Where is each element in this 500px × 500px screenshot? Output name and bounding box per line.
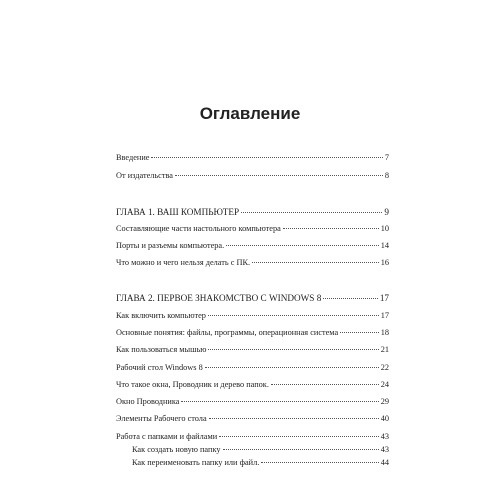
toc-entry-page: 40 bbox=[380, 414, 389, 423]
toc-entry-windows-explorer bbox=[116, 379, 389, 391]
dot-leader bbox=[151, 157, 382, 158]
toc-entry-label: Введение bbox=[116, 153, 150, 162]
dot-leader bbox=[175, 175, 383, 176]
toc-entry-mouse bbox=[116, 344, 389, 356]
dot-leader bbox=[252, 262, 379, 263]
toc-entry-desktop-elements bbox=[116, 413, 389, 425]
toc-entry-label: Рабочий стол Windows 8 bbox=[116, 363, 203, 372]
dot-leader bbox=[181, 401, 378, 402]
toc-entry-page: 14 bbox=[380, 241, 389, 250]
toc-entry-page: 21 bbox=[380, 345, 389, 354]
toc-chapter-2 bbox=[116, 292, 389, 304]
toc-entry-label: Элементы Рабочего стола bbox=[116, 414, 207, 423]
toc-entry-label: Как включить компьютер bbox=[116, 311, 206, 320]
toc-entry-page: 22 bbox=[380, 363, 389, 372]
dot-leader bbox=[226, 245, 379, 246]
dot-leader bbox=[223, 449, 379, 450]
toc-entry-label: ГЛАВА 2. ПЕРВОЕ ЗНАКОМСТВО С WINDOWS 8 bbox=[116, 293, 322, 303]
dot-leader bbox=[283, 228, 379, 229]
dot-leader bbox=[323, 298, 378, 299]
toc-entry-desktop bbox=[116, 362, 389, 374]
toc-entry-page: 10 bbox=[380, 224, 389, 233]
toc-subentry-rename bbox=[132, 457, 389, 469]
dot-leader bbox=[209, 418, 379, 419]
toc-entry-page: 17 bbox=[379, 293, 389, 303]
toc-entry-label: Как пользоваться мышью bbox=[116, 345, 207, 354]
toc-entry-page: 24 bbox=[380, 380, 389, 389]
toc-entry-page: 7 bbox=[384, 153, 389, 162]
toc-entry-page: 17 bbox=[380, 311, 389, 320]
toc-entry-page: 43 bbox=[380, 445, 389, 454]
toc-entry-page: 44 bbox=[380, 458, 389, 467]
toc-entry-basic-concepts bbox=[116, 327, 389, 339]
toc-entry-dos-and-donts bbox=[116, 257, 389, 269]
toc-entry-label: ГЛАВА 1. ВАШ КОМПЬЮТЕР bbox=[116, 207, 240, 217]
dot-leader bbox=[205, 367, 379, 368]
dot-leader bbox=[208, 349, 378, 350]
toc-entry-explorer-window bbox=[116, 396, 389, 408]
toc-entry-introduction bbox=[116, 152, 389, 164]
toc-entry-label: Составляющие части настольного компьютера bbox=[116, 224, 281, 233]
dot-leader bbox=[208, 315, 379, 316]
toc-entry-page: 43 bbox=[380, 432, 389, 441]
toc-entry-page: 29 bbox=[380, 397, 389, 406]
dot-leader bbox=[219, 436, 379, 437]
toc-entry-page: 16 bbox=[380, 258, 389, 267]
dot-leader bbox=[261, 462, 378, 463]
toc-chapter-1 bbox=[116, 206, 389, 218]
toc-entry-label: Как переименовать папку или файл. bbox=[132, 458, 260, 467]
toc-entry-ports bbox=[116, 240, 389, 252]
toc-entry-label: Порты и разъемы компьютера. bbox=[116, 241, 225, 250]
toc-entry-page: 8 bbox=[384, 171, 389, 180]
toc-entry-folders-files bbox=[116, 431, 389, 443]
toc-entry-label: Что такое окна, Проводник и дерево папок. bbox=[116, 380, 269, 389]
toc-entry-label: Окно Проводника bbox=[116, 397, 180, 406]
toc-subentry-new-folder bbox=[132, 444, 389, 456]
toc-entry-from-publisher bbox=[116, 170, 389, 182]
toc-entry-page: 9 bbox=[384, 207, 389, 217]
toc-entry-desktop-parts bbox=[116, 223, 389, 235]
toc-entry-label: Работа с папками и файлами bbox=[116, 432, 218, 441]
dot-leader bbox=[340, 332, 379, 333]
toc-entry-power-on bbox=[116, 310, 389, 322]
toc-entry-page: 18 bbox=[380, 328, 389, 337]
toc-entry-label: Как создать новую папку bbox=[132, 445, 221, 454]
toc-entry-label: Что можно и чего нельзя делать с ПК. bbox=[116, 258, 251, 267]
toc-entry-label: Основные понятия: файлы, программы, операционная система bbox=[116, 328, 339, 337]
toc-entry-label: От издательства bbox=[116, 171, 173, 180]
dot-leader bbox=[241, 212, 382, 213]
page-title: Оглавление bbox=[199, 104, 301, 123]
dot-leader bbox=[271, 384, 379, 385]
